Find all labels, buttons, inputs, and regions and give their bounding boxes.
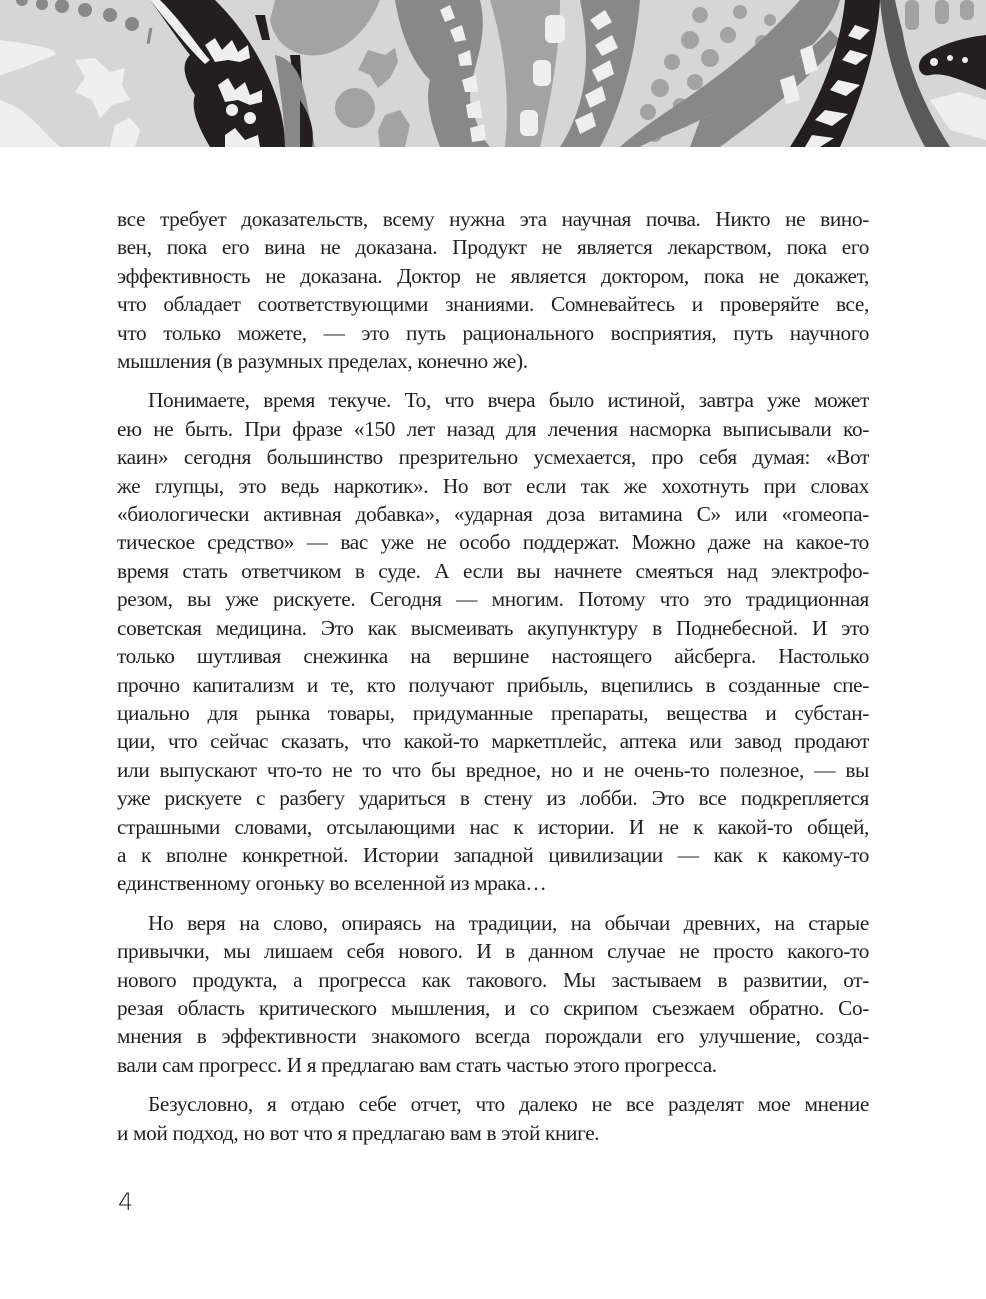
- text-line: Безусловно, я отдаю себе отчет, что далеко не все разделят мое мнение: [148, 1092, 869, 1117]
- text-line: вали сам прогресс. И я предлагаю вам стать частью этого прогресса.: [117, 1052, 717, 1077]
- paragraph: [117, 909, 869, 1079]
- text-line: каин» сегодня большинство презрительно усмехается, про себя думая: «Вот: [117, 445, 869, 470]
- text-line: привычки, мы лишаем себя нового. И в данном случае не просто какого-то: [117, 939, 869, 964]
- body-text: [117, 205, 869, 1158]
- text-line: мышления (в разумных пределах, конечно же).: [117, 349, 528, 374]
- text-line: же глупцы, это ведь наркотик». Но вот если так же хохотнуть при словах: [117, 473, 869, 498]
- paragraph: [117, 1090, 869, 1147]
- text-line: тическое средство» — вас уже не особо поддержат. Можно даже на какое-то: [117, 530, 869, 555]
- text-line: Понимаете, время текуче. То, что вчера было истиной, завтра уже может: [148, 388, 869, 413]
- floral-pattern-image: [0, 0, 986, 147]
- text-line: циально для рынка товары, придуманные препараты, вещества и субстан-: [117, 700, 869, 725]
- text-line: уже рискуете с разбегу удариться в стену из лобби. Это все подкрепляется: [117, 786, 869, 811]
- text-line: вен, пока его вина не доказана. Продукт не является лекарством, пока его: [117, 235, 869, 260]
- text-line: что только можете, — это путь рационального восприятия, путь научного: [117, 320, 869, 345]
- text-line: ею не быть. При фразе «150 лет назад для лечения насморка выписывали ко-: [117, 416, 869, 441]
- text-line: мнения в эффективности знакомого всегда порождали его улучшение, созда-: [117, 1024, 869, 1049]
- page-number: 4: [118, 1188, 134, 1216]
- text-line: или выпускают что-то не то что бы вредное, но и не очень-то полезное, — вы: [117, 757, 869, 782]
- header-illustration: [0, 0, 986, 147]
- text-line: резая область критического мышления, и со скрипом съезжаем обратно. Со-: [117, 995, 869, 1020]
- text-line: время стать ответчиком в суде. А если вы начнете смеяться над электрофо-: [117, 558, 869, 583]
- text-line: только шутливая снежинка на вершине настоящего айсберга. Настолько: [117, 644, 869, 669]
- text-line: страшными словами, отсылающими нас к истории. И не к какой-то общей,: [117, 814, 869, 839]
- text-line: и мой подход, но вот что я предлагаю вам в этой книге.: [117, 1120, 600, 1145]
- text-line: советская медицина. Это как высмеивать акупунктуру в Поднебесной. И это: [117, 615, 869, 640]
- text-line: Но веря на слово, опираясь на традиции, на обычаи древних, на старые: [148, 910, 869, 935]
- paragraph: [117, 205, 869, 375]
- text-line: прочно капитализм и те, кто получают прибыль, вцепились в созданные спе-: [117, 672, 869, 697]
- text-line: нового продукта, а прогресса как такового. Мы застываем в развитии, от-: [117, 967, 869, 992]
- text-line: резом, вы уже рискуете. Сегодня — многим. Потому что это традиционная: [117, 587, 869, 612]
- text-line: эффективность не доказана. Доктор не является доктором, пока не докажет,: [117, 263, 869, 288]
- text-line: ции, что сейчас сказать, что какой-то маркетплейс, аптека или завод продают: [117, 729, 869, 754]
- paragraph: [117, 386, 869, 897]
- text-line: единственному огоньку во вселенной из мрака…: [117, 871, 547, 896]
- text-line: что обладает соответствующими знаниями. Сомневайтесь и проверяйте все,: [117, 292, 869, 317]
- text-line: «биологически активная добавка», «ударная доза витамина С» или «гомеопа-: [117, 502, 869, 527]
- text-line: все требует доказательств, всему нужна эта научная почва. Никто не вино-: [117, 207, 869, 231]
- text-line: а к вполне конкретной. Истории западной цивилизации — как к какому-то: [117, 842, 869, 867]
